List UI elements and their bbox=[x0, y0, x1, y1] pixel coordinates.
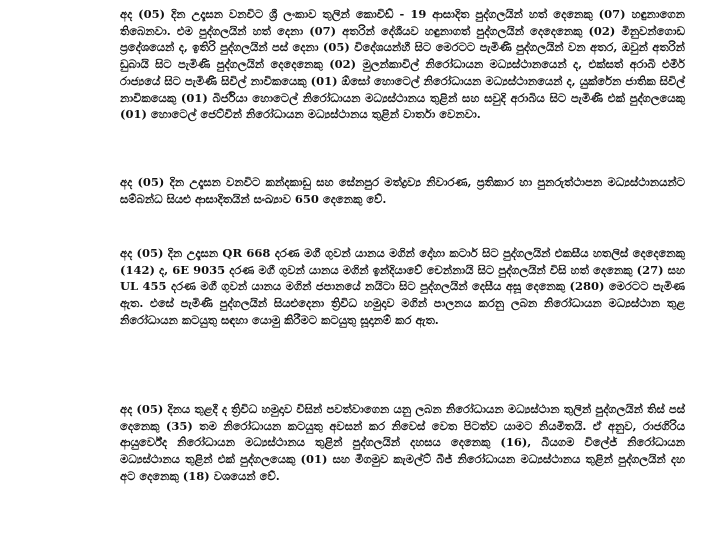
paragraph-flight-arrivals: අද (05) දින උදෑසන QR 668 දරණ මගී ගුවන් යානය මගින් දෝහා කටාර් සිට පුද්ගලයින් එකසීය හතලිස් දෙදෙනෙකු (142) ද, 6E 9035 දරණ මගී ගුවන් යානය මගින් ඉන්දියාවේ චෙන්නායි සිට පුද්ගලයින් විසි හත් දෙනෙකු (27) සහ UL 455 දරණ මගී ගුවන් යානය මගින් ජපානයේ නයිටා සිට පුද්ගලයින් දෙසීය අසූ දෙනෙකු (280) මෙරටට පැමිණ ඇත. එසේ පැමිණි පුද්ගලයින් සියළුදෙනා ත්‍රිවිධ හමුදාව මගින් පාලනය කරනු ලබන නිරෝධායන මධ්‍යස්ථාන තුළ නිරෝධායන කටයුතු සඳහා යොමු කිරීමට කටයුතු සූදානම් කර ඇත. bbox=[120, 246, 685, 327]
paragraph-rehab-centers: අද (05) දින උදෑසන වනවිට කන්දකාඩු සහ සේනපුර මත්ද්‍රව්‍ය නිවාරණ, ප්‍රතිකාර හා පුනරුත්ථාපන මධ්‍යස්ථානයන්ට සම්බන්ධ සියළු ආසාදිතයින් සංඛ්‍යාව 650 දෙනෙකු වේ. bbox=[120, 175, 685, 206]
paragraph-quarantine-release: අද (05) දිනය තුළදී ද ත්‍රිවිධ හමුදාව විසින් පවත්වාගෙන යනු ලබන නිරෝධායන මධ්‍යස්ථාන තුලින් පුද්ගලයින් තිස් පස් දෙනෙකු (35) තම නිරෝධායන කටයුතු අවසන් කර නිවෙස් වෙත පිටත්ව යාමට නියමිතයි. ඒ අනුව, රාජගිරිය ආයුර්වේද නිරෝධායන මධ්‍යස්ථානය තුළින් පුද්ගලයින් දහසය දෙනෙකු (16), බියගම විලේජ් නිරෝධායන මධ්‍යස්ථානය තුළින් එක් පුද්ගලයෙකු (01) සහ මීගමුව කැමල්ට් බීජ් නිරෝධායන මධ්‍යස්ථානය තුළින් පුද්ගලයින් දහ අට දෙනෙකු (18) වශයෙන් වේ. bbox=[120, 402, 685, 483]
paragraph-covid-cases: අද (05) දින උදෑසන වනවිට ශ්‍රී ලංකාව තුලින් කොවිඩ් - 19 ආසාදිත පුද්ගලයින් හත් දෙනෙකු (07) හඳුනාගෙන තිබෙනවා. එම පුද්ගලයින් හත් දෙනා (07) අතරින් දේශීයව හඳුනාගත් පුද්ගලයින් දෙදෙනෙකු (02) මිනුවන්ගොඩ ප්‍රදේශයෙන් ද, ඉතිරි පුද්ගලයින් පස් දෙනා (05) විදේශයන්හී සිට මෙරටට පැමිණි පුද්ගලයින් වන අතර, ඔවුන් අතරින් ඩුබායි සිට පැමිණි පුද්ගලයින් දෙදෙනෙකු (02) මුලන්කාවිල් නිරෝධායන මධ්‍යස්ථානයෙන් ද, එක්සත් අරාබි එමීර් රාජ්‍යයේ සිට පැමිණි සිවිල් නාවිකයෙකු (01) ඕසෝ හොටෙල් නිරෝධායන මධ්‍යස්ථානයෙන් ද, යුක්රේන ජාතික සිවිල් නාවිකයෙකු (01) බිර්ජියා හොටෙල් නිරෝධායන මධ්‍යස්ථානය තුළින් සහ සවුදි අරාබිය සිට පැමිණි එක් පුද්ගලයෙකු (01) හොටෙල් ජෙට්වින් නිරෝධායන මධ්‍යස්ථානය තුළින් වාර්තා වෙනවා. bbox=[120, 7, 685, 122]
